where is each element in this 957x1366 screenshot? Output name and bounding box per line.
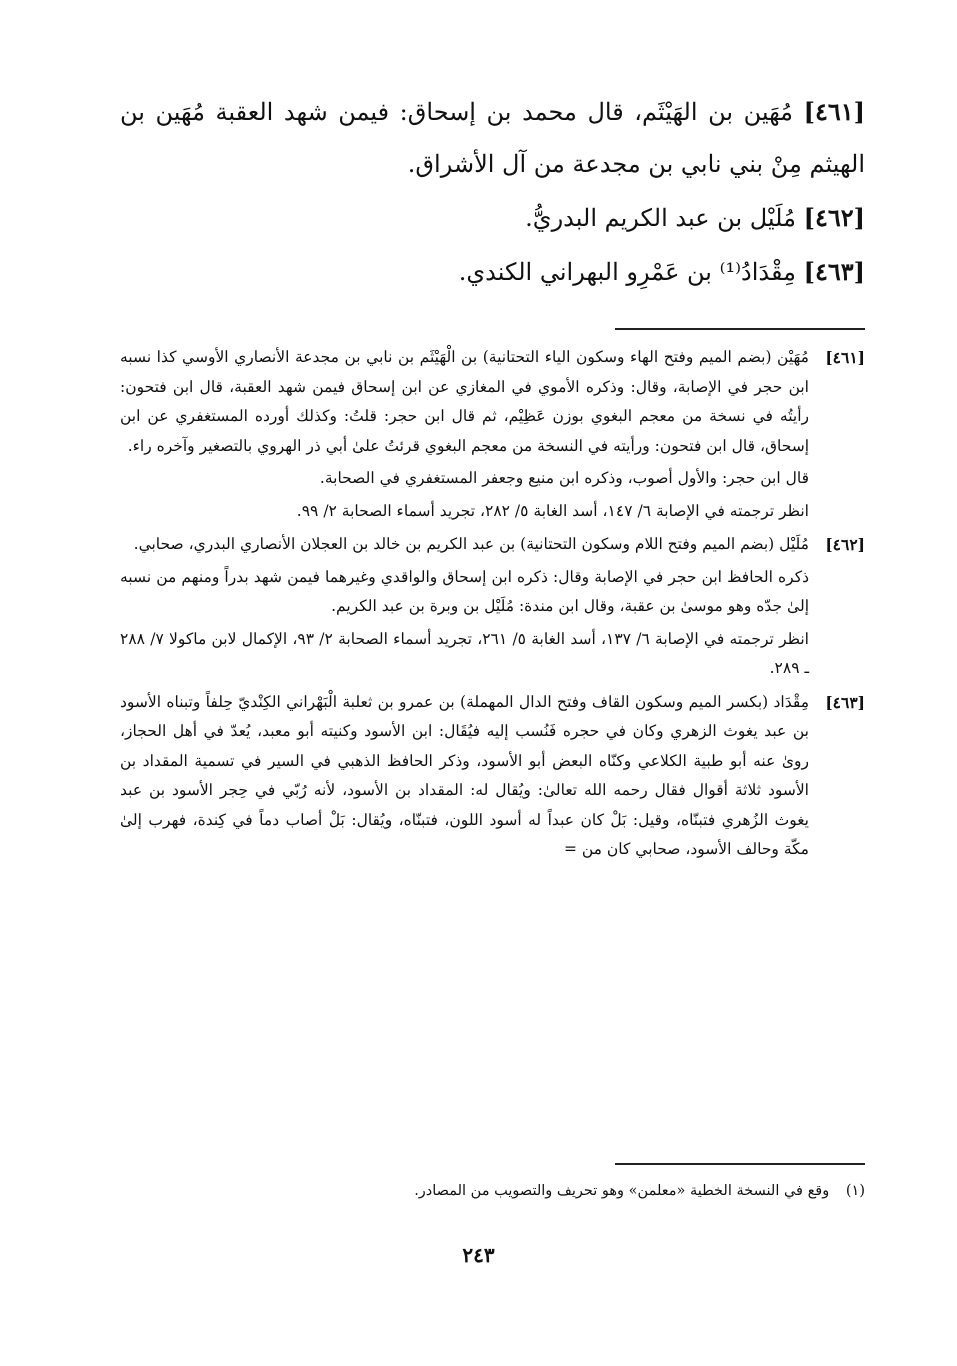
entry-461 xyxy=(120,86,865,190)
entry-text: مُهَين بن الهَيْثَم، قال محمد بن إسحاق: فيمن شهد العقبة مُهَين بن الهيثم مِنْ بني نابي بن مجدعة من آل الأشراق. xyxy=(120,98,865,178)
note-paragraph: انظر ترجمته في الإصابة ٦/ ١٤٧، أسد الغابة ٥/ ٢٨٢، تجريد أسماء الصحابة ٢/ ٩٩. xyxy=(296,501,809,520)
note-paragraph: مُلَيْل (بضم الميم وفتح اللام وسكون التحتانية) بن عبد الكريم بن خالد بن العجلان الأنصاري البدري، صحابي. xyxy=(133,535,809,553)
entry-number: [٤٦٢] xyxy=(803,203,865,232)
note-tag: [٤٦١] xyxy=(825,348,865,367)
note-paragraph: ذكره الحافظ ابن حجر في الإصابة وقال: ذكره ابن إسحاق والواقدي وغيرهما فيمن شهد بدراً ومنهم من نسبه إلىٰ جدّه وهو موسىٰ بن عقبة، وقال ابن مندة: مُلَيْل بن وبرة بن عبد الكريم. xyxy=(120,567,809,615)
note-462 xyxy=(120,530,865,684)
commentary-notes xyxy=(120,343,865,869)
note-paragraph: مِقْدَاد (بكسر الميم وسكون القاف وفتح الدال المهملة) بن عمرو بن ثعلبة الْبَهْراني الكِنْديّ حِلفاً وتبناه الأسود بن عبد يغوث الزهري وكان في حجره فَنُسب إليه فيُقَال: ابن الأسود وكنيته أبو معبد، يُعدّ في أهل الحجاز، روىٰ عنه أبو طبية الكلاعي وكنّاه البعض أبو الأسود، وذكر الحافظ الذهبي في السير في تسمية المقداد بن الأسود ثلاثة أقوال فقال رحمه الله تعالىٰ: ويُقال له: المقداد بن الأسود، لأنه رُبّي في حِجر الأسود بن عبد يغوث الزُهري فتبنّاه، وقيل: بَلْ كان عبداً له أسود اللون، فتبنّاه، ويُقال: بَلْ أصاب دماً في كِندة، فهرب إلىٰ مكّة وحالف الأسود، صحابي كان من = xyxy=(120,692,809,858)
note-paragraph: مُهَيْن (بضم الميم وفتح الهاء وسكون الياء التحتانية) بن الْهَيْثَم بن نابي بن مجدعة الأنصاري الأوسي كذا نسبه ابن حجر في الإصابة، وقال: وذكره الأموي في المغازي عن ابن إسحاق فيمن شهد العقبة، قال ابن فتحون: رأيتُه في نسخة من معجم البغوي بوزن عَظِيْم، ثم قال ابن حجر: قلتُ: وكذلك أورده المستغفري عن ابن إسحاق، قال ابن فتحون: ورأيته في النسخة من معجم البغوي قرئتُ علىٰ أبي ذر الهروي بالتصغير وآخره راء. xyxy=(120,348,809,455)
notes-separator xyxy=(615,328,865,330)
note-tag: [٤٦٣] xyxy=(825,692,865,712)
note-461 xyxy=(120,343,865,526)
footnote xyxy=(120,1178,865,1204)
entry-462 xyxy=(120,192,865,244)
entry-463 xyxy=(120,246,865,298)
note-463 xyxy=(120,688,865,865)
note-paragraph: انظر ترجمته في الإصابة ٦/ ١٣٧، أسد الغابة ٥/ ٢٦١، تجريد أسماء الصحابة ٢/ ٩٣، الإكمال لابن ماكولا ٧/ ٢٨٨ ـ ٢٨٩. xyxy=(120,629,809,677)
entry-text: مُلَيْل بن عبد الكريم البدريُّ. xyxy=(525,204,796,232)
main-text xyxy=(120,86,865,298)
note-paragraph: قال ابن حجر: والأول أصوب، وذكره ابن منيع وجعفر المستغفري في الصحابة. xyxy=(319,469,809,487)
footnote-separator xyxy=(615,1163,865,1165)
entry-number: [٤٦١] xyxy=(803,97,865,126)
footnote-number: (١) xyxy=(845,1183,865,1199)
page-number: ٢٤٣ xyxy=(462,1243,495,1267)
note-tag: [٤٦٢] xyxy=(825,535,865,554)
footnote-text: وقع في النسخة الخطية «معلمن» وهو تحريف والتصويب من المصادر. xyxy=(414,1183,830,1199)
entry-text: مِقْدَادُ⁽¹⁾ بن عَمْرِو البهراني الكندي. xyxy=(458,258,796,286)
entry-number: [٤٦٣] xyxy=(803,257,865,286)
